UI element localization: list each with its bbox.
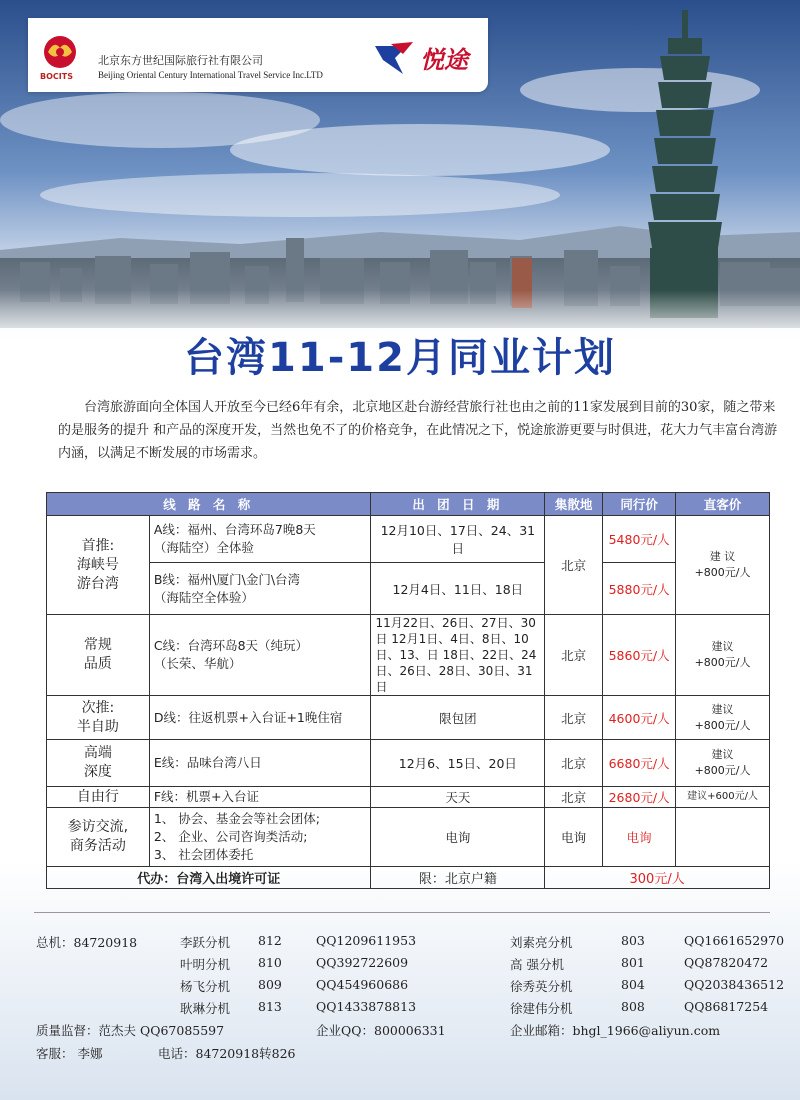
category-line: 半自助 (76, 718, 119, 735)
date-visit: 电询 (371, 808, 545, 867)
route-line: 1、 协会、基金会等社会团体; (153, 811, 320, 826)
row-category (47, 808, 150, 867)
main-phone: 总机：84720918 (36, 935, 138, 950)
contact-name: 耿琳分机 (180, 1001, 231, 1016)
route-line: 3、 社会团体委托 (153, 847, 254, 862)
contact-qq: QQ86817254 (684, 999, 769, 1014)
retail-price (676, 808, 770, 867)
route-line: （长荣、华航） (153, 656, 242, 671)
table-row (47, 787, 770, 808)
table-row (47, 516, 770, 563)
retail-price: 建议+600元/人 (676, 787, 770, 808)
intro-paragraph: 台湾旅游面向全体国人开放至今已经6年有余，北京地区赴台游经营旅行社也由之前的11家发展到目前的30家，随之带来的是服务的提升 和产品的深度开发，当然也免不了的价格竞争，在此情况之下，悦途旅游更要与时俱进，花大力气丰富台湾游内涵，以满足不断发展的市场需求。 (58, 400, 778, 461)
price-a: 5480元/人 (603, 516, 676, 563)
category-line: 首推: (81, 537, 115, 554)
price-visit: 电询 (603, 808, 676, 867)
contact-ext: 804 (621, 977, 645, 992)
table-header-row (47, 493, 770, 516)
suggest-line: 建议 (711, 748, 734, 761)
date-e: 12月6、15日、20日 (371, 740, 545, 787)
category-line: 常规 (83, 637, 112, 653)
price-f: 2680元/人 (603, 787, 676, 808)
category-line: 次推: (81, 699, 115, 716)
suggest-line: +800元/人 (694, 764, 751, 777)
date-c: 11月22日、26日、27日、30日 12月1日、4日、8日、10日、13、日 18日、22日、24日、26日、28日、30日、31日 (371, 615, 545, 696)
price-b: 5880元/人 (603, 563, 676, 615)
table-row (47, 808, 770, 867)
contact-name: 刘素亮分机 (510, 935, 573, 950)
contact-qq: QQ2038436512 (684, 977, 785, 992)
category-line: 高端 (83, 745, 112, 761)
route-e: E线：品味台湾八日 (149, 740, 371, 787)
date-a: 12月10日、17日、24、31日 (371, 516, 545, 563)
route-d: D线：往返机票+入台证+1晚住宿 (149, 696, 371, 740)
table-row (47, 696, 770, 740)
divider (34, 912, 770, 913)
row-category (47, 740, 150, 787)
quality-supervisor: 质量监督：范杰夫 QQ67085597 (36, 1023, 225, 1038)
proxy-price: 300元/人 (545, 867, 770, 889)
contact-qq: QQ1433878813 (316, 999, 417, 1014)
page-title: 台湾11-12月同业计划 (184, 335, 616, 381)
contact-ext: 803 (621, 933, 645, 948)
contact-ext: 812 (258, 933, 282, 948)
table-row (47, 740, 770, 787)
place: 北京 (545, 696, 603, 740)
category-line: 游台湾 (76, 575, 119, 592)
contact-ext: 808 (621, 999, 645, 1014)
category-line: 参访交流, (67, 819, 129, 835)
contact-name: 徐秀英分机 (510, 979, 573, 994)
contact-name: 叶明分机 (180, 957, 231, 972)
route-line: B线：福州\厦门\金门\台湾 (153, 571, 301, 587)
suggest-line: 建 议 (709, 550, 736, 563)
contact-qq: QQ392722609 (316, 955, 409, 970)
place: 北京 (545, 787, 603, 808)
yuetu-logo-icon (373, 40, 417, 76)
retail-price (676, 696, 770, 740)
contact-name: 高 强分机 (510, 957, 564, 972)
route-line: （海陆空）全体验 (153, 540, 254, 555)
corp-qq: 企业QQ：800006331 (316, 1023, 446, 1038)
contact-ext: 801 (621, 955, 645, 970)
date-f: 天天 (371, 787, 545, 808)
route-f: F线：机票+入台证 (149, 787, 371, 808)
contact-name: 徐建伟分机 (510, 1001, 573, 1016)
price-d: 4600元/人 (603, 696, 676, 740)
company-name-en: Beijing Oriental Century International Travel Service Inc.LTD (98, 70, 323, 80)
contact-qq: QQ87820472 (684, 955, 769, 970)
route-visit (149, 808, 371, 867)
route-line: A线：福州、台湾环岛7晚8天 (153, 522, 316, 537)
header-place: 集散地 (545, 493, 603, 516)
route-line: （海陆空全体验） (153, 589, 254, 605)
customer-service: 客服： 李娜 (36, 1046, 103, 1061)
service-phone: 电话：84720918转826 (158, 1046, 296, 1061)
price-c: 5860元/人 (603, 615, 676, 696)
route-line: C线：台湾环岛8天（纯玩） (153, 638, 309, 653)
suggest-line: 建议 (711, 640, 734, 653)
route-a (149, 516, 371, 563)
brand-name: 悦途 (420, 46, 468, 74)
row-category (47, 516, 150, 615)
company-logo-card (28, 18, 488, 92)
proxy-service: 代办：台湾入出境许可证 (47, 867, 371, 889)
company-name-cn: 北京东方世纪国际旅行社有限公司 (98, 54, 263, 67)
table-row (47, 867, 770, 889)
row-category (47, 615, 150, 696)
route-b (149, 563, 371, 615)
contact-name: 杨飞分机 (180, 979, 231, 994)
suggest-line: +800元/人 (694, 566, 751, 579)
contact-ext: 810 (258, 955, 282, 970)
corp-email: 企业邮箱：bhgl_1966@aliyun.com (510, 1023, 721, 1038)
suggest-line: 建议 (711, 702, 734, 716)
place: 北京 (545, 740, 603, 787)
contact-qq: QQ1661652970 (684, 933, 785, 948)
table-row (47, 563, 770, 615)
category-line: 深度 (83, 764, 112, 780)
date-b: 12月4日、11日、18日 (371, 563, 545, 615)
header-route: 线 路 名 称 (47, 493, 371, 516)
retail-price (676, 615, 770, 696)
category-line: 品质 (83, 656, 112, 672)
company-abbr: BOCITS (40, 72, 73, 81)
retail-price (676, 516, 770, 615)
contact-name: 李跃分机 (180, 935, 231, 950)
header-date: 出 团 日 期 (371, 493, 545, 516)
contact-qq: QQ454960686 (316, 977, 409, 992)
place: 北京 (545, 615, 603, 696)
retail-price (676, 740, 770, 787)
route-line: 2、 企业、公司咨询类活动; (153, 829, 308, 844)
price-e: 6680元/人 (603, 740, 676, 787)
row-category: 自由行 (47, 787, 150, 808)
place: 电询 (545, 808, 603, 867)
header-retail-price: 直客价 (676, 493, 770, 516)
contact-ext: 809 (258, 977, 282, 992)
table-row (47, 615, 770, 696)
date-d: 限包团 (371, 696, 545, 740)
place: 北京 (545, 516, 603, 615)
row-category (47, 696, 150, 740)
suggest-line: +800元/人 (694, 718, 751, 732)
category-line: 海峡号 (76, 556, 119, 573)
contact-qq: QQ1209611953 (316, 933, 417, 948)
proxy-condition: 限：北京户籍 (371, 867, 545, 889)
route-c (149, 615, 371, 696)
contact-ext: 813 (258, 999, 282, 1014)
suggest-line: +800元/人 (694, 656, 751, 669)
category-line: 商务活动 (69, 838, 126, 854)
header-trade-price: 同行价 (603, 493, 676, 516)
tour-plan-table (46, 492, 770, 889)
